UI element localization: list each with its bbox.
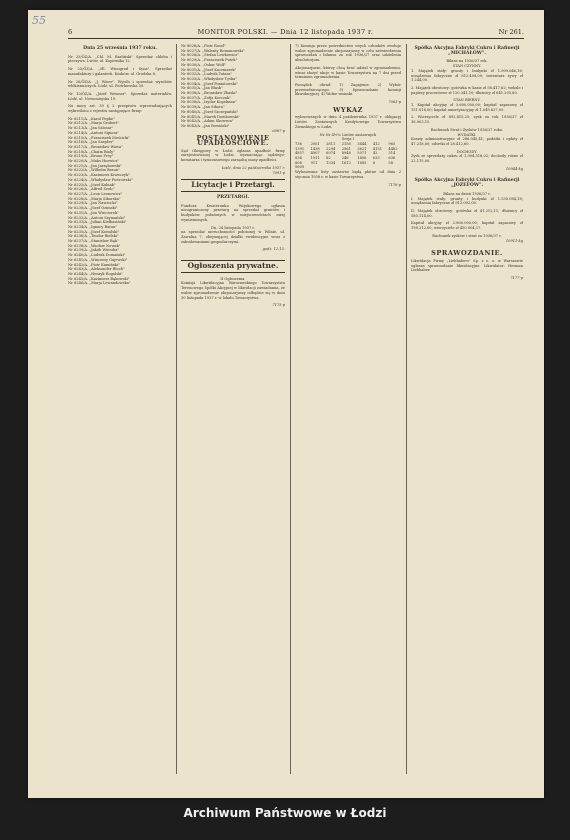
drawn-number: 1334 (326, 160, 336, 165)
report-text: Likwidacja Firmy „Liebhabers" Sp. z o. o. w Warszawie ogłasza sprawozdanie likwidacyjne. Likwidator: Herman Liebhaber. (411, 258, 523, 273)
paragraph: Na mocy art. 39 § 2 przepisów wprowadzających wykreślono z rejestru następujące firmy: (68, 104, 172, 114)
list-item: Nr 8043/A. „Jan Rowiński" (181, 123, 230, 128)
column-divider (406, 44, 407, 774)
list-item: Nr 8026/A. „Piotr Rosel" (181, 44, 226, 48)
lottery-list-heading: WYKAZ (332, 105, 363, 114)
list-item: Nr 6211/A. „Karol Pepke" (68, 116, 115, 121)
drawn-number: 314 (388, 151, 396, 156)
drawn-number: 6 (372, 160, 376, 165)
paragraph: 7) Komisja przez pośrednictwo swych członków zwołuje walne zgromadzenie akcjonarjuszy w celu zatwierdzenia sprawozdań i bilansu za rok 1936/37 oraz udzielenia absolutorjum. (295, 44, 401, 63)
list-item: Nr 8036/A. „Bronisław Zbaski" (181, 91, 238, 96)
list-item: Nr 6215/A. „Franciszek Mościcki" (68, 135, 130, 140)
paragraph: Nr 25/ÖZ/A. „Hl. Winogrod i Syna". Sprzedaż manufaktury i galanterii. Kraków, ul. Grodzka 8. (68, 67, 172, 76)
list-item: Nr 8037/A. „Zofja Korczak" (181, 95, 231, 100)
list-item: Nr 6240/A. „Ludwik Domański" (68, 253, 126, 258)
expenses-text: Koszty administracyjne zł 286.040,41; podatki i opłaty zł 47.218,00; odsetki zł 28.412,60. (411, 137, 523, 146)
list-item: Nr 8041/A. „Marek Dombowski" (181, 114, 240, 119)
list-item: Nr 8034/A. „Józef Poniatowski" (181, 81, 238, 86)
reference-code: 7063-p (388, 100, 401, 105)
drawn-number: 736 (295, 141, 302, 146)
newspaper-page (28, 10, 544, 798)
auctions-section-title: Licytacje i Przetargi. (181, 179, 285, 192)
list-item: Nr 6213/A. „Jan Szlosar" (68, 126, 114, 131)
col3-paragraphs (295, 44, 401, 97)
drawn-number: 1391 (295, 146, 305, 151)
profit-loss-heading: Rachunek Strat i Zysków 1936/37 roku. (430, 127, 504, 132)
drawn-number: 6974 (326, 151, 336, 156)
archive-credit: Archiwum Państwowe w Łodzi (183, 806, 387, 820)
drawn-number: 834 (295, 156, 302, 161)
column-1 (68, 44, 172, 784)
column-divider (176, 44, 177, 774)
liabilities-heading: STAN BIERNY. (453, 98, 481, 103)
list-item: Nr 6219/A. „Bruno Frey" (68, 154, 114, 159)
reference-code: 10911-kg (505, 238, 523, 243)
drawn-number: 4857 (295, 151, 305, 156)
column-3 (295, 44, 401, 784)
reference-code: 7177-p (510, 276, 523, 281)
drawn-number: 58 (388, 160, 393, 165)
list-item: Nr 6223/A. „Kazimierz Krawczyk" (68, 173, 130, 178)
report-heading: SPRAWOZDANIE. (431, 249, 503, 258)
drawn-number: 3621 (357, 146, 367, 151)
list-item: Nr 8028/A. „Stefan Lewkowicz" (181, 53, 239, 58)
tenders-text: Fundusz Kwaterunku Wojskowego ogłasza nieograniczony przetarg na sprzedaż gruntów i budynków położonych w miejscowościach niżej wymienionych. (181, 203, 285, 222)
list-item: Nr 6225/A. „Józef Kubiak" (68, 182, 116, 187)
page-number: 6 (68, 28, 73, 36)
income-text: Zysk ze sprzedaży cukru zł 1.004.516,02; dochody różne zł 22.115,00. (411, 154, 523, 164)
private-notice-text: Komisja Likwidacyjna Warszawskiego Towarzystwa Terenowego Spółki Akcyjnej w likwidacji zawiadamia, że walne zgromadzenie akcjonarjuszy odbędzie się w dniu 30 listopada 1937 r. w lokalu Towarzystwa. (181, 281, 285, 300)
issue-number: Nr 261. (498, 28, 524, 36)
reference-code: 7175-p (272, 303, 285, 308)
drawn-number: 3444 (357, 141, 367, 146)
list-item: Nr 8032/A. „Ludwik Tatara" (181, 72, 233, 77)
series-heading: Nr Nr 4½% Listów zastawnych (319, 132, 377, 137)
list-item: Nr 6233/A. „Julian Kiełbasiński" (68, 220, 127, 225)
paragraph: Porządek obrad: 1) Zagajenie. 2) Wybór przewodniczącego. 3) Sprawozdanie komisji likwidacyjnej. 4) Wolne wnioski. (295, 82, 401, 97)
drawn-number: 636 (388, 156, 396, 161)
drawn-number: 1438 (310, 146, 320, 151)
paragraph: Akcjonarjusze, którzy chcą brać udział w zgromadzeniu, winni złożyć akcje w kasie Towarzystwa na 7 dni przed terminem zgromadzenia. (295, 65, 401, 80)
income-heading: DOCHODY. (456, 149, 478, 154)
drawn-number: 2961 (341, 146, 351, 151)
drawn-number: 42 (372, 151, 378, 156)
list-item: Nr 6244/A. „Henryk Rogalski" (68, 271, 124, 276)
lottery-note: Wylosowane listy zastawne będą płatne od dnia 2 stycznia 1938 r. w kasie Towarzystwa. (295, 170, 401, 179)
company-name: Spółka Akcyjna Fabryki Cukru i Rafinerji „JÓZEFÓW". (414, 178, 520, 189)
col1-paragraphs (68, 55, 172, 114)
list-item: Nr 6246/A. „Marja Lewandowska" (68, 281, 131, 286)
list-item: Nr 8038/A. „Izydor Kopelman" (181, 100, 237, 105)
drawn-number: 911 (310, 160, 318, 165)
bankruptcy-notice-date: Łódź, dnia 22 października 1937 r. (221, 165, 285, 170)
list-item: Nr 6221/A. „Jan Jarzębowski" (68, 163, 122, 168)
drawn-number: 1911 (310, 156, 320, 161)
list-item: Nr 6239/A. „Jakób Wierzba" (68, 248, 120, 253)
list-item: Nr 6235/A. „Józef Kowalski" (68, 229, 120, 234)
list-item: Nr 6227/A. „Leon Leonowicz" (68, 191, 123, 196)
drawn-number: 8948 (341, 151, 351, 156)
drawn-number: 2001 (310, 141, 320, 146)
list-item: Nr 6214/A. „Antoni Sipiora" (68, 130, 119, 135)
list-item: Nr 8031/A. „Józef Kaczmarek" (181, 67, 237, 72)
paragraph: 2. Majątek obrotowy: gotówka w kasie zł 58.417,62; weksle i papiery procentowe zł 120.341,10; dłużnicy zł 641.205,80. (411, 85, 523, 95)
list-item: Nr 8039/A. „Jan Sikora" (181, 105, 225, 110)
bankruptcy-notice-text: Sąd Okręgowy w Łodzi ogłasza upadłość firmy zarejestrowanej w Łodzi, wyznaczając sędziego-komisarza i tymczasowego zarządcę masy upadłości. (181, 148, 285, 163)
liabilities-text (411, 103, 523, 125)
column-4 (411, 44, 523, 784)
paragraph: 1. Majątek stały: grunty i budynki zł 1.009.646,16; urządzenia fabryczne zł 812.408,00; inwentarz żywy zł 1.244,00. (411, 68, 523, 83)
drawn-number: 5609 (295, 165, 305, 170)
list-item: Nr 6222/A. „Wilhelm Braun" (68, 168, 120, 173)
column-2 (181, 44, 285, 784)
date-line: Dnia 25 września 1937 roku. (83, 46, 157, 51)
drawn-number: 412 (372, 141, 380, 146)
paragraph: I. Majątek stały: grunty i budynki zł 1.535.084,18; urządzenia fabryczne zł 913.002,00. (411, 196, 523, 206)
registry-list-continued (181, 44, 285, 129)
drawn-number: 1685 (357, 160, 367, 165)
list-item: Nr 8027/A. „Walenty Romanowski" (181, 48, 245, 53)
drawn-number: 1612 (341, 160, 351, 165)
company-name: Spółka Akcyjna Fabryki Cukru i Rafinerji „MICHAŁÓW". (414, 46, 520, 56)
drawn-number: 4907 (310, 151, 320, 156)
reference-code: 6067-p (272, 128, 285, 133)
list-item: Nr 6212/A. „Marja Grabert" (68, 121, 120, 126)
reference-code: 10944-kg (505, 166, 523, 171)
paragraph: Nr 26/ÖZ/A. „J. Wiser". Wyrób i sprzedaż wyrobów włókienniczych. Łódź, ul. Piotrkowska 30. (68, 79, 172, 89)
paragraph: 2. Wierzyciele zł 892.415,25; zysk za rok 1936/37 zł 16.003,15. (411, 115, 523, 125)
expenses-heading: WYDATKI. (457, 132, 477, 137)
drawn-number: 808 (295, 160, 302, 165)
paragraph: II. Majątek obrotowy: gotówka zł 41.212,11; dłużnicy zł 580.114,00. (411, 208, 523, 218)
list-item: Nr 6216/A. „Jan Snejder" (68, 140, 114, 145)
drawn-number: 633 (372, 156, 380, 161)
list-item: Nr 6238/A. „Wacław Nowak" (68, 243, 121, 248)
tender-date: Dn. 24 listopada 1937 r. (211, 225, 255, 230)
drawn-number: 2294 (326, 146, 336, 151)
drawn-number: 82 (326, 156, 331, 161)
series-label: Serja I (341, 137, 355, 142)
drawn-number: 4151 (372, 146, 382, 151)
tenders-heading: PRZETARGI. (216, 194, 250, 200)
paragraph: Nr 10/ÖZ/A. „Józef Weisner". Sprzedaż materiałów. Łódź, ul. Nowomiejska 19. (68, 91, 172, 101)
list-item: Nr 6229/A. „Jan Nawrocki" (68, 201, 118, 206)
drawn-number: 1406 (357, 156, 367, 161)
private-notices-title: Ogłoszenia prywatne. (181, 260, 285, 273)
reference-code: 7176-p (388, 182, 401, 187)
drawn-number: 5071 (357, 151, 367, 156)
lottery-list-text: wylosowanych w dniu 4 października 1937 r. obligacyj Listów Zastawnych Kredytowego Towarzystwa Ziemskiego w Łodzi. (295, 115, 401, 129)
list-item: Nr 8029/A. „Franciszek Putek" (181, 58, 238, 63)
list-item: Nr 6218/A. „Chaim Bialy" (68, 149, 115, 154)
tender-detail: na sprzedaż nieruchomości położonej w Wilnie, ul. Zawalna 7, obejmującej działki ewidencyjne wraz z zabudowaniami gospodarczymi. (181, 230, 285, 244)
drawn-numbers-grid (295, 142, 401, 170)
list-item: Nr 8042/A. „Adam Skowron" (181, 119, 234, 124)
drawn-number: 2811 (326, 141, 336, 146)
list-item: Nr 6243/A. „Aleksander Bloch" (68, 267, 125, 272)
column-divider (290, 44, 291, 774)
list-item: Nr 8030/A. „Oskar Wolf" (181, 62, 226, 67)
paragraph: 1. Kapitał akcyjny zł 3.600.000,00; kapitał zapasowy zł 151.818,00; kapitał amortyzacyjny zł 1.049.627,00. (411, 103, 523, 112)
page-header (68, 28, 524, 39)
bankruptcy-notice-heading: POSTANOWIENIE UPADŁOŚCIOWE. (196, 134, 270, 148)
list-item: Nr 6245/A. „Kazimierz Bąkowski" (68, 276, 130, 281)
list-item: Nr 8040/A. „Józef Szczepański" (181, 109, 239, 114)
tender-time: godz. 12.15. (262, 247, 285, 252)
private-notices-subtitle: II Ogłoszenia. (220, 276, 246, 281)
masthead: MONITOR POLSKI. — Dnia 12 listopada 1937 r. (197, 28, 374, 36)
drawn-number: 246 (341, 156, 349, 161)
balance-text (411, 197, 523, 231)
list-item: Nr 6220/A. „Maks Hurwicz" (68, 159, 120, 164)
list-item: Nr 6236/A. „Teodor Bielski" (68, 234, 119, 239)
list-item: Nr 6217/A. „Bronisław Wawa" (68, 144, 123, 149)
list-item: Nr 6226/A. „Alfred Szulc" (68, 187, 115, 192)
list-item: Nr 6230/A. „Józef Ozimski" (68, 206, 118, 211)
list-item: Nr 6224/A. „Władysław Piotrowski" (68, 177, 133, 182)
balance-sheet-title: Bilans na 1936/37 rok. (446, 59, 488, 64)
list-item: Nr 6228/A. „Marja Sikorska" (68, 196, 121, 201)
drawn-number: 4482 (388, 146, 398, 151)
paragraph: Nr 25/ÖZ/A. „Chl. M. Barliński" Sprzedaż chleba i pieczywa. Lwów, ul. Kopernika 12. (68, 54, 172, 64)
registry-list (68, 117, 172, 286)
list-item: Nr 8035/A. „Jan Blask" (181, 86, 223, 91)
handwritten-page-number: 55 (32, 14, 46, 27)
drawn-number: 2158 (341, 141, 351, 146)
list-item: Nr 6231/A. „Jan Wieczorek" (68, 210, 119, 215)
assets-text (411, 69, 523, 96)
list-item: Nr 8033/A. „Władysław Tyska" (181, 76, 237, 81)
assets-heading: STAN CZYNNY. (452, 64, 482, 69)
paragraph: Kapitał akcyjny zł 2.800.000,00; kapitał zapasowy zł 198.212,00; wierzyciele zł 450.004,17. (411, 221, 523, 231)
list-item: Nr 6234/A. „Ignacy Baran" (68, 224, 118, 229)
profit-loss-heading: Rachunek zysków i strat za 1936/37 r. (432, 233, 502, 238)
balance-sheet-title: Bilans na dzień 1936/37 r. (443, 191, 491, 196)
list-item: Nr 6237/A. „Stanisław Bąk" (68, 239, 119, 244)
drawn-number: 965 (388, 141, 396, 146)
list-item: Nr 6242/A. „Piotr Kamiński" (68, 262, 120, 267)
reference-code: 7091-p (272, 170, 285, 175)
list-item: Nr 6232/A. „Antoni Szymański" (68, 215, 126, 220)
list-item: Nr 6241/A. „Wincenty Gajewski" (68, 257, 128, 262)
